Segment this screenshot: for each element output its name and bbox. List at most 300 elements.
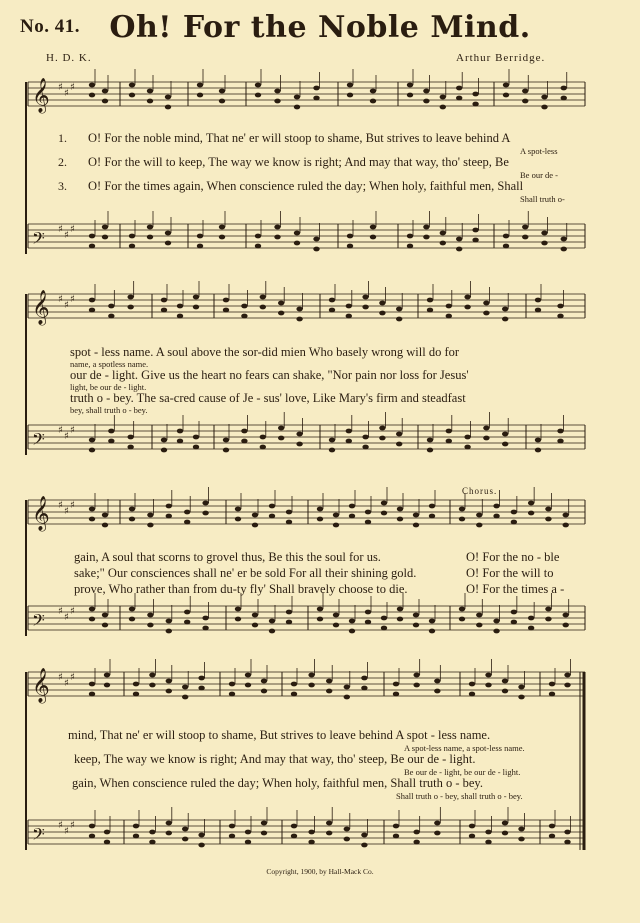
verse-line: prove, Who rather than from du-ty fly' Shall bravely choose to die. bbox=[74, 582, 408, 596]
author-credit: H. D. K. bbox=[46, 52, 92, 64]
note-head bbox=[89, 308, 95, 313]
note-head bbox=[541, 231, 547, 236]
note-head bbox=[252, 623, 258, 628]
note-head bbox=[329, 308, 335, 313]
note-head bbox=[545, 607, 551, 612]
note-head bbox=[429, 629, 435, 634]
echo-text: A spot-less name, a spot-less name. bbox=[404, 743, 525, 753]
sharp-icon: ♯ bbox=[58, 500, 63, 511]
note-head bbox=[147, 613, 153, 618]
note-head bbox=[296, 432, 302, 437]
note-head bbox=[381, 626, 387, 631]
note-head bbox=[493, 619, 499, 624]
note-head bbox=[313, 96, 319, 101]
verse-number: 2. bbox=[58, 155, 67, 169]
note-head bbox=[440, 105, 446, 110]
sharp-icon: ♯ bbox=[58, 82, 63, 93]
note-head bbox=[241, 439, 247, 444]
note-head bbox=[464, 445, 470, 450]
note-head bbox=[317, 507, 323, 512]
verse-line: O! For the will to keep, The way we know is right; And may that way, tho' steep, Be bbox=[88, 155, 509, 169]
note-head bbox=[472, 92, 478, 97]
note-head bbox=[561, 86, 567, 91]
note-head bbox=[528, 501, 534, 506]
svg-text:♯: ♯ bbox=[64, 300, 69, 311]
note-head bbox=[229, 824, 235, 829]
note-head bbox=[434, 821, 440, 826]
note-head bbox=[182, 685, 188, 690]
note-head bbox=[459, 617, 465, 622]
echo-text: Be our de - light, be our de - light. bbox=[404, 767, 521, 777]
note-head bbox=[197, 244, 203, 249]
note-head bbox=[485, 830, 491, 835]
echo-text: name, a spotless name. bbox=[70, 359, 149, 369]
note-head bbox=[502, 679, 508, 684]
note-head bbox=[381, 501, 387, 506]
note-head bbox=[291, 834, 297, 839]
note-head bbox=[89, 692, 95, 697]
note-head bbox=[379, 311, 385, 316]
note-head bbox=[274, 99, 280, 104]
note-head bbox=[260, 445, 266, 450]
note-head bbox=[561, 237, 567, 242]
note-head bbox=[370, 99, 376, 104]
note-head bbox=[469, 834, 475, 839]
note-head bbox=[108, 304, 114, 309]
svg-text:♯: ♯ bbox=[64, 826, 69, 837]
note-head bbox=[260, 305, 266, 310]
svg-text:♯: ♯ bbox=[70, 606, 75, 617]
note-head bbox=[493, 504, 499, 509]
note-head bbox=[459, 607, 465, 612]
svg-text:♯: ♯ bbox=[64, 88, 69, 99]
note-head bbox=[102, 623, 108, 628]
verse-line: spot - less name. A soul above the sor-did mien Who basely wrong will do for bbox=[70, 345, 460, 359]
note-head bbox=[381, 511, 387, 516]
note-head bbox=[446, 429, 452, 434]
bass-clef-icon: 𝄢 bbox=[32, 824, 45, 848]
note-head bbox=[485, 683, 491, 688]
note-head bbox=[89, 824, 95, 829]
note-head bbox=[274, 225, 280, 230]
note-head bbox=[429, 504, 435, 509]
note-head bbox=[545, 507, 551, 512]
note-head bbox=[396, 432, 402, 437]
note-head bbox=[166, 821, 172, 826]
note-head bbox=[102, 89, 108, 94]
note-head bbox=[296, 307, 302, 312]
note-head bbox=[223, 298, 229, 303]
note-head bbox=[396, 307, 402, 312]
note-head bbox=[133, 824, 139, 829]
note-head bbox=[294, 241, 300, 246]
note-head bbox=[308, 840, 314, 845]
note-head bbox=[549, 682, 555, 687]
note-head bbox=[102, 513, 108, 518]
note-head bbox=[427, 438, 433, 443]
note-head bbox=[89, 234, 95, 239]
note-head bbox=[528, 616, 534, 621]
note-head bbox=[245, 683, 251, 688]
note-head bbox=[219, 99, 225, 104]
note-head bbox=[229, 692, 235, 697]
svg-text:♯: ♯ bbox=[70, 224, 75, 235]
note-head bbox=[193, 445, 199, 450]
note-head bbox=[260, 295, 266, 300]
note-head bbox=[502, 307, 508, 312]
note-head bbox=[102, 523, 108, 528]
note-head bbox=[241, 314, 247, 319]
note-head bbox=[108, 429, 114, 434]
note-head bbox=[193, 305, 199, 310]
note-head bbox=[549, 834, 555, 839]
sharp-icon: ♯ bbox=[58, 820, 63, 831]
note-head bbox=[476, 513, 482, 518]
note-head bbox=[347, 234, 353, 239]
hymn-title: Oh! For the Noble Mind. bbox=[109, 10, 531, 45]
note-head bbox=[89, 834, 95, 839]
note-head bbox=[333, 523, 339, 528]
note-head bbox=[485, 673, 491, 678]
note-head bbox=[502, 317, 508, 322]
note-head bbox=[379, 436, 385, 441]
note-head bbox=[147, 225, 153, 230]
svg-text:♯: ♯ bbox=[70, 820, 75, 831]
note-head bbox=[427, 298, 433, 303]
note-head bbox=[459, 507, 465, 512]
note-head bbox=[518, 695, 524, 700]
note-head bbox=[260, 435, 266, 440]
note-head bbox=[184, 510, 190, 515]
note-head bbox=[413, 513, 419, 518]
note-head bbox=[563, 613, 569, 618]
note-head bbox=[407, 93, 413, 98]
note-head bbox=[286, 620, 292, 625]
sharp-icon: ♯ bbox=[58, 425, 63, 436]
note-head bbox=[202, 626, 208, 631]
note-head bbox=[147, 99, 153, 104]
copyright-notice: Copyright, 1900, by Hall-Mack Co. bbox=[266, 867, 374, 876]
note-head bbox=[502, 689, 508, 694]
note-head bbox=[166, 679, 172, 684]
note-head bbox=[429, 514, 435, 519]
echo-text: light, be our de - light. bbox=[70, 382, 147, 392]
note-head bbox=[129, 244, 135, 249]
note-head bbox=[423, 99, 429, 104]
note-head bbox=[129, 617, 135, 622]
note-head bbox=[147, 523, 153, 528]
echo-text: Shall truth o- bbox=[520, 194, 565, 204]
note-head bbox=[483, 426, 489, 431]
hymn-number: No. 41. bbox=[20, 16, 80, 37]
note-head bbox=[161, 448, 167, 453]
note-head bbox=[557, 304, 563, 309]
note-head bbox=[361, 676, 367, 681]
note-head bbox=[381, 616, 387, 621]
note-head bbox=[329, 448, 335, 453]
composer-credit: Arthur Berridge. bbox=[456, 52, 546, 64]
note-head bbox=[129, 234, 135, 239]
note-head bbox=[198, 833, 204, 838]
note-head bbox=[427, 448, 433, 453]
note-head bbox=[407, 234, 413, 239]
note-head bbox=[397, 607, 403, 612]
note-head bbox=[149, 830, 155, 835]
note-head bbox=[503, 83, 509, 88]
note-head bbox=[235, 617, 241, 622]
treble-clef-icon: 𝄞 bbox=[32, 290, 50, 325]
note-head bbox=[344, 837, 350, 842]
note-head bbox=[557, 314, 563, 319]
note-head bbox=[502, 821, 508, 826]
note-head bbox=[472, 238, 478, 243]
note-head bbox=[413, 840, 419, 845]
note-head bbox=[503, 93, 509, 98]
note-head bbox=[177, 439, 183, 444]
note-head bbox=[349, 629, 355, 634]
note-head bbox=[476, 623, 482, 628]
treble-clef-icon: 𝄞 bbox=[32, 496, 50, 531]
note-head bbox=[255, 83, 261, 88]
note-head bbox=[291, 824, 297, 829]
note-head bbox=[161, 298, 167, 303]
note-head bbox=[362, 295, 368, 300]
note-head bbox=[370, 235, 376, 240]
note-head bbox=[291, 692, 297, 697]
note-head bbox=[344, 685, 350, 690]
note-head bbox=[235, 517, 241, 522]
note-head bbox=[535, 448, 541, 453]
echo-text: A spot-less bbox=[520, 146, 558, 156]
note-head bbox=[129, 93, 135, 98]
note-head bbox=[535, 438, 541, 443]
note-head bbox=[165, 95, 171, 100]
note-head bbox=[127, 305, 133, 310]
echo-text: Be our de - bbox=[520, 170, 559, 180]
note-head bbox=[252, 613, 258, 618]
note-head bbox=[182, 827, 188, 832]
note-head bbox=[219, 89, 225, 94]
note-head bbox=[89, 507, 95, 512]
note-head bbox=[564, 840, 570, 845]
note-head bbox=[511, 510, 517, 515]
note-head bbox=[407, 244, 413, 249]
note-head bbox=[274, 235, 280, 240]
note-head bbox=[149, 673, 155, 678]
echo-text: bey, shall truth o - bey. bbox=[70, 405, 148, 415]
note-head bbox=[261, 821, 267, 826]
note-head bbox=[252, 523, 258, 528]
note-head bbox=[413, 523, 419, 528]
note-head bbox=[370, 225, 376, 230]
note-head bbox=[184, 610, 190, 615]
note-head bbox=[349, 504, 355, 509]
note-head bbox=[423, 235, 429, 240]
note-head bbox=[456, 96, 462, 101]
note-head bbox=[365, 610, 371, 615]
note-head bbox=[245, 830, 251, 835]
note-head bbox=[219, 225, 225, 230]
note-head bbox=[423, 225, 429, 230]
note-head bbox=[133, 834, 139, 839]
note-head bbox=[161, 438, 167, 443]
note-head bbox=[446, 304, 452, 309]
verse-number: 3. bbox=[58, 179, 67, 193]
sharp-icon: ♯ bbox=[58, 224, 63, 235]
note-head bbox=[133, 692, 139, 697]
note-head bbox=[528, 511, 534, 516]
note-head bbox=[493, 629, 499, 634]
note-head bbox=[365, 520, 371, 525]
note-head bbox=[269, 619, 275, 624]
verse-line: O! For the noble mind, That ne' er will stoop to shame, But strives to leave behind A bbox=[88, 131, 511, 145]
note-head bbox=[102, 225, 108, 230]
note-head bbox=[522, 89, 528, 94]
note-head bbox=[294, 231, 300, 236]
note-head bbox=[329, 438, 335, 443]
note-head bbox=[344, 695, 350, 700]
note-head bbox=[518, 837, 524, 842]
note-head bbox=[182, 695, 188, 700]
note-head bbox=[483, 311, 489, 316]
note-head bbox=[379, 426, 385, 431]
note-head bbox=[261, 679, 267, 684]
note-head bbox=[346, 314, 352, 319]
note-head bbox=[326, 821, 332, 826]
note-head bbox=[223, 448, 229, 453]
note-head bbox=[147, 513, 153, 518]
note-head bbox=[502, 442, 508, 447]
note-head bbox=[362, 435, 368, 440]
note-head bbox=[464, 435, 470, 440]
note-head bbox=[557, 429, 563, 434]
chorus-line: O! For the times a - bbox=[466, 582, 565, 596]
note-head bbox=[347, 244, 353, 249]
note-head bbox=[278, 301, 284, 306]
note-head bbox=[245, 840, 251, 845]
note-head bbox=[198, 686, 204, 691]
note-head bbox=[229, 834, 235, 839]
note-head bbox=[563, 623, 569, 628]
note-head bbox=[108, 314, 114, 319]
note-head bbox=[147, 623, 153, 628]
note-head bbox=[269, 504, 275, 509]
svg-text:♯: ♯ bbox=[70, 672, 75, 683]
note-head bbox=[102, 613, 108, 618]
chorus-label: Chorus. bbox=[462, 486, 498, 496]
svg-text:♯: ♯ bbox=[64, 431, 69, 442]
note-head bbox=[346, 429, 352, 434]
note-head bbox=[89, 83, 95, 88]
note-head bbox=[89, 617, 95, 622]
note-head bbox=[108, 439, 114, 444]
note-head bbox=[317, 607, 323, 612]
note-head bbox=[446, 439, 452, 444]
note-head bbox=[561, 96, 567, 101]
note-head bbox=[370, 89, 376, 94]
note-head bbox=[549, 824, 555, 829]
note-head bbox=[229, 682, 235, 687]
svg-text:♯: ♯ bbox=[70, 294, 75, 305]
note-head bbox=[261, 689, 267, 694]
note-head bbox=[89, 93, 95, 98]
verse-line: our de - light. Give us the heart no fears can shake, "Nor pain nor loss for Jesus' bbox=[70, 368, 469, 382]
sharp-icon: ♯ bbox=[58, 294, 63, 305]
note-head bbox=[518, 685, 524, 690]
note-head bbox=[541, 105, 547, 110]
note-head bbox=[434, 689, 440, 694]
note-head bbox=[166, 629, 172, 634]
note-head bbox=[413, 673, 419, 678]
verse-line: gain, A soul that scorns to grovel thus, Be this the soul for us. bbox=[74, 550, 381, 564]
note-head bbox=[166, 514, 172, 519]
note-head bbox=[184, 520, 190, 525]
verse-line: sake;" Our consciences shall ne' er be sold For all their shining gold. bbox=[74, 566, 417, 580]
note-head bbox=[313, 247, 319, 252]
note-head bbox=[89, 682, 95, 687]
note-head bbox=[102, 99, 108, 104]
note-head bbox=[278, 426, 284, 431]
note-head bbox=[129, 517, 135, 522]
svg-text:♯: ♯ bbox=[70, 500, 75, 511]
note-head bbox=[365, 510, 371, 515]
note-head bbox=[493, 514, 499, 519]
note-head bbox=[261, 831, 267, 836]
note-head bbox=[149, 683, 155, 688]
note-head bbox=[361, 833, 367, 838]
note-head bbox=[503, 234, 509, 239]
note-head bbox=[166, 619, 172, 624]
note-head bbox=[347, 83, 353, 88]
echo-text: Shall truth o - bey, shall truth o - bey. bbox=[396, 791, 523, 801]
note-head bbox=[326, 679, 332, 684]
note-head bbox=[333, 513, 339, 518]
note-head bbox=[317, 517, 323, 522]
note-head bbox=[245, 673, 251, 678]
note-head bbox=[197, 234, 203, 239]
note-head bbox=[235, 507, 241, 512]
note-head bbox=[296, 442, 302, 447]
note-head bbox=[456, 237, 462, 242]
note-head bbox=[464, 295, 470, 300]
note-head bbox=[476, 523, 482, 528]
note-head bbox=[469, 824, 475, 829]
chorus-line: O! For the will to bbox=[466, 566, 554, 580]
note-head bbox=[557, 439, 563, 444]
note-head bbox=[522, 225, 528, 230]
note-head bbox=[483, 436, 489, 441]
note-head bbox=[182, 837, 188, 842]
note-head bbox=[344, 827, 350, 832]
treble-clef-icon: 𝄞 bbox=[32, 78, 50, 113]
note-head bbox=[563, 523, 569, 528]
note-head bbox=[89, 244, 95, 249]
verse-line: keep, The way we know is right; And may that way, tho' steep, Be our de - light. bbox=[74, 752, 476, 766]
note-head bbox=[291, 682, 297, 687]
note-head bbox=[149, 840, 155, 845]
note-head bbox=[503, 244, 509, 249]
note-head bbox=[255, 244, 261, 249]
note-head bbox=[329, 298, 335, 303]
note-head bbox=[286, 510, 292, 515]
note-head bbox=[286, 610, 292, 615]
note-head bbox=[198, 676, 204, 681]
note-head bbox=[472, 102, 478, 107]
note-head bbox=[104, 830, 110, 835]
sharp-icon: ♯ bbox=[58, 672, 63, 683]
note-head bbox=[469, 682, 475, 687]
note-head bbox=[549, 692, 555, 697]
